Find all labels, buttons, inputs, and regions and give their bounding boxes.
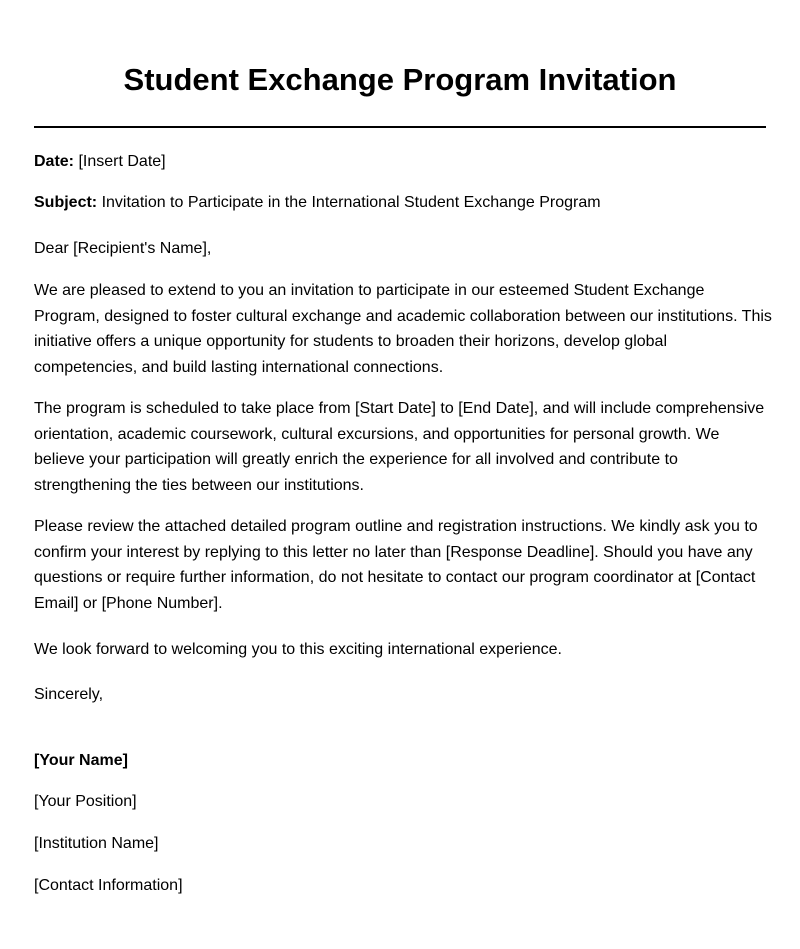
body-paragraph-4: We look forward to welcoming you to this exciting international experience. <box>34 641 562 658</box>
body-paragraph-3: Please review the attached detailed program outline and registration instructions. We kindly ask you to confirm your interest by replying to this letter no later than [Response Deadline]. Should you have any questions or require further information, do not hesitate to contact our program coordinator at [Contact Email] or [Phone Number]. <box>34 518 758 612</box>
closing: Sincerely, <box>34 686 104 703</box>
title-divider <box>34 126 766 128</box>
body-paragraph-1: We are pleased to extend to you an invitation to participate in our esteemed Student Exchange Program, designed to foster cultural exchange and academic collaboration between our institutions. This initiative offers a unique opportunity for students to broaden their horizons, develop global competencies, and build lasting international connections. <box>34 282 772 376</box>
subject-line <box>34 190 601 216</box>
subject-label: Subject: <box>34 194 98 211</box>
date-line <box>34 149 166 175</box>
date-label: Date: <box>34 153 75 170</box>
body-paragraph-2: The program is scheduled to take place from [Start Date] to [End Date], and will include comprehensive orientation, academic coursework, cultural excursions, and opportunities for personal growth. We believe your participation will greatly enrich the experience for all involved and contribute to strengthening the ties between our institutions. <box>34 400 765 494</box>
subject-value: Invitation to Participate in the International Student Exchange Program <box>97 194 601 211</box>
salutation: Dear [Recipient's Name], <box>34 240 212 257</box>
signature-institution: [Institution Name] <box>34 835 159 852</box>
date-value: [Insert Date] <box>74 153 166 170</box>
letter-title: Student Exchange Program Invitation <box>123 62 677 97</box>
signature-position: [Your Position] <box>34 793 137 810</box>
signature-contact: [Contact Information] <box>34 877 183 894</box>
signature-name: [Your Name] <box>34 752 128 769</box>
